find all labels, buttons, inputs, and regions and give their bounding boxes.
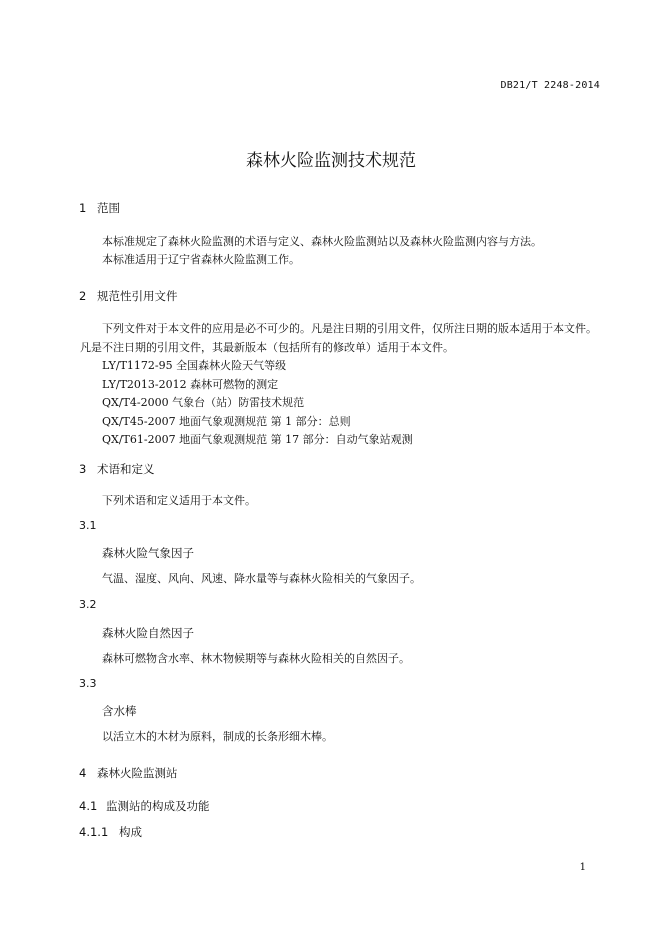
- section-title: 规范性引用文件: [97, 289, 178, 303]
- section-number: 4: [79, 766, 87, 780]
- section-heading-4: [79, 765, 178, 781]
- subsection-heading-4-1-1: [79, 824, 142, 840]
- reference-item: LY/T2013-2012 森林可燃物的测定: [102, 377, 279, 391]
- subsection-number: 4.1: [79, 799, 98, 813]
- paragraph: 下列术语和定义适用于本文件。: [102, 494, 256, 507]
- section-heading-3: [79, 461, 155, 477]
- section-title: 范围: [97, 201, 120, 215]
- term-name: 含水棒: [102, 704, 137, 718]
- section-title: 术语和定义: [97, 462, 155, 476]
- term-number: 3.1: [79, 519, 97, 532]
- term-number: 3.2: [79, 598, 97, 611]
- term-number: 3.3: [79, 677, 97, 690]
- section-number: 3: [79, 462, 87, 476]
- section-title: 森林火险监测站: [97, 766, 178, 780]
- reference-item: QX/T45-2007 地面气象观测规范 第 1 部分：总则: [102, 414, 351, 428]
- subsection-title: 监测站的构成及功能: [106, 799, 210, 813]
- section-heading-2: [79, 288, 178, 304]
- reference-item: LY/T1172-95 全国森林火险天气等级: [102, 359, 287, 372]
- term-definition: 以活立木的木材为原料，制成的长条形细木棒。: [102, 730, 333, 743]
- reference-item: QX/T61-2007 地面气象观测规范 第 17 部分：自动气象站观测: [102, 433, 413, 446]
- page-number: 1: [579, 862, 586, 873]
- document-title: 森林火险监测技术规范: [246, 151, 416, 171]
- section-heading-1: [79, 200, 120, 216]
- subsection-heading-4-1: [79, 798, 210, 814]
- reference-list: [102, 357, 413, 450]
- term-name: 森林火险气象因子: [102, 546, 194, 560]
- term-definition: 森林可燃物含水率、林木物候期等与森林火险相关的自然因子。: [102, 652, 410, 665]
- reference-item: QX/T4-2000 气象台（站）防雷技术规范: [102, 396, 305, 409]
- paragraph: 本标准规定了森林火险监测的术语与定义、森林火险监测站以及森林火险监测内容与方法。: [102, 235, 542, 248]
- subsection-title: 构成: [119, 825, 142, 839]
- term-name: 森林火险自然因子: [102, 626, 194, 640]
- term-definition: 气温、湿度、风向、风速、降水量等与森林火险相关的气象因子。: [102, 572, 421, 585]
- section-number: 1: [79, 201, 87, 215]
- subsection-number: 4.1.1: [79, 825, 109, 839]
- paragraph: 下列文件对于本文件的应用是必不可少的。凡是注日期的引用文件，仅所注日期的版本适用于本文件。凡是不注日期的引用文件，其最新版本（包括所有的修改单）适用于本文件。: [80, 322, 597, 354]
- section-number: 2: [79, 289, 87, 303]
- standard-code: DB21/T 2248-2014: [500, 80, 600, 91]
- paragraph: 本标准适用于辽宁省森林火险监测工作。: [102, 253, 300, 266]
